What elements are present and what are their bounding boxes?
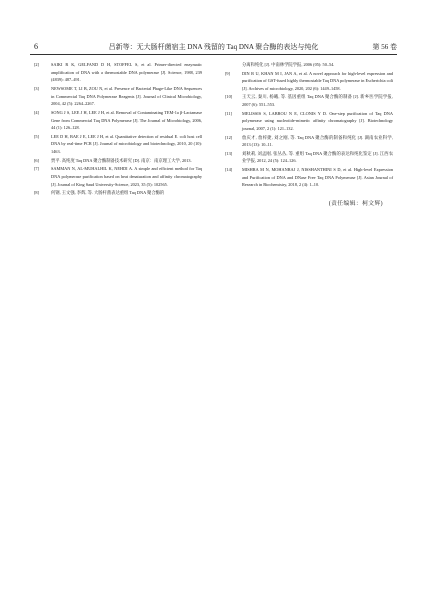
reference-item	[34, 157, 202, 165]
references-right-column	[225, 61, 393, 209]
reference-text: 贾平. 高纯度 Taq DNA 聚合酶制备技术研究 [D]. 南京：南京理工大学, 2013.	[51, 157, 192, 163]
reference-text: LEE D H, BAE J E, LEE J H, et al. Quantitative detection of residual E. coli host cell DNA by real-time PCR [J]. Journal of microbiology and biotechnology, 2010, 20 (10): 1463.	[51, 133, 202, 155]
page-number: 6	[34, 42, 38, 51]
header-rule	[30, 54, 397, 55]
reference-item	[34, 85, 202, 108]
reference-continuation	[225, 61, 393, 69]
running-title: 吕新等：无大肠杆菌宿主 DNA 残留的 Taq DNA 聚合酶的表达与纯化	[108, 43, 319, 51]
reference-text: SAMMAN N, AL-MUHALHIL K, NEHDI A. A simple and efficient method for Taq DNA polymerase purification based on heat denaturation and affinity chromatography [J]. Journal of King Saud University-Science, 2023, 35 (5): 102565.	[51, 166, 202, 187]
reference-text: 詹庆才, 詹梓捷, 刘之刚, 等. Taq DNA 聚合酶的制备和纯化 [J]. 湖南农业科学, 2013 (13): 10–11.	[242, 134, 393, 148]
reference-text: 刘秋莉, 刘孟刚, 张丛丛, 等. 重组 Taq DNA 聚合酶的表达和纯化鉴定 [J]. 江西农业学报, 2012, 24 (5): 124–126.	[242, 150, 393, 164]
reference-item	[225, 134, 393, 149]
reference-text: SONG J S, LEE J H, LEE J H, et al. Removal of Contaminating TEM-1a β-Lactamase Gene from Commercial Taq DNA Polymerase [J]. The Journal of Microbiology, 2006, 44 (1): 126–128.	[51, 109, 202, 131]
running-header	[30, 41, 397, 53]
reference-item	[34, 133, 202, 156]
reference-item	[34, 61, 202, 84]
reference-item	[225, 70, 393, 93]
reference-number: [13]	[225, 150, 233, 156]
reference-number: [10]	[225, 94, 233, 100]
references-left-column	[34, 61, 202, 198]
reference-number: [6]	[34, 157, 40, 163]
reference-number: [11]	[225, 110, 232, 116]
reference-text: DIN R U, KHAN M I, JAN A, et al. A novel approach for high-level expression and purification of GST-fused highly thermostable Taq DNA polymerase in Escherichia coli [J]. Archives of microbiology, 2020, 202 (6): 1449–1458.	[242, 70, 394, 91]
reference-item	[34, 109, 202, 132]
reference-text: SAIKI R K, GELFAND D H, STOFFEL S, et al. Primer-directed enzymatic amplification of DNA with a thermostable DNA polymerase [J]. Science, 1988, 239 (4839): 487–491.	[51, 62, 202, 83]
reference-item	[225, 150, 393, 165]
volume-label: 第 56 卷	[372, 43, 397, 51]
reference-number: [7]	[34, 166, 40, 172]
reference-item	[34, 165, 202, 188]
reference-item	[225, 93, 393, 108]
reference-number: [4]	[34, 109, 40, 115]
reference-number: [3]	[34, 85, 40, 91]
reference-text: MELISSIS S, LABROU N E, CLONIS Y D. One-step purification of Taq DNA polymerase using nucleotide-mimetic affinity chromatography [J]. Biotechnology journal, 2007, 2 (1): 121–132.	[242, 110, 393, 132]
reference-text: 王天云, 秦川, 杨曦, 等. 基因重组 Taq DNA 聚合酶的制备 [J]. 新乡医学院学报, 2007 (6): 551–553.	[242, 94, 393, 108]
reference-item	[225, 166, 393, 189]
editor-note: (责任编辑：柯文辉)	[328, 201, 383, 208]
reference-text: MISHRA M N, MOHANRAJ J, NISSHANTHINI S D, et al. High-level Expression and Purification of DNA and DNase Free Taq DNA Polymerase [J]. Asian Journal of Research in Biochemistry, 2018, 2 (4): 1–10.	[242, 166, 393, 188]
reference-number: [5]	[34, 133, 40, 139]
reference-item	[34, 189, 202, 197]
reference-number: [8]	[34, 190, 40, 196]
reference-number: [9]	[225, 70, 231, 76]
reference-item	[225, 110, 393, 133]
reference-number: [14]	[225, 166, 233, 172]
reference-text: 分离和纯化 [J]. 中南林学院学报, 2006 (05): 50–54.	[242, 62, 335, 67]
reference-number: [2]	[34, 62, 40, 67]
reference-text: 何钢, 王文强, 李辉, 等. 大肠杆菌表达重组 Taq DNA 聚合酶的	[51, 190, 165, 196]
reference-number: [12]	[225, 134, 233, 140]
reference-text: NEWSOME T, LI B, ZOU N, et al. Presence of Bacterial Phage-Like DNA Sequences in Commercial Taq DNA Polymerase Reagents [J]. Journal of Clinical Microbiology, 2004, 42 (5): 2264–2267.	[51, 85, 202, 107]
